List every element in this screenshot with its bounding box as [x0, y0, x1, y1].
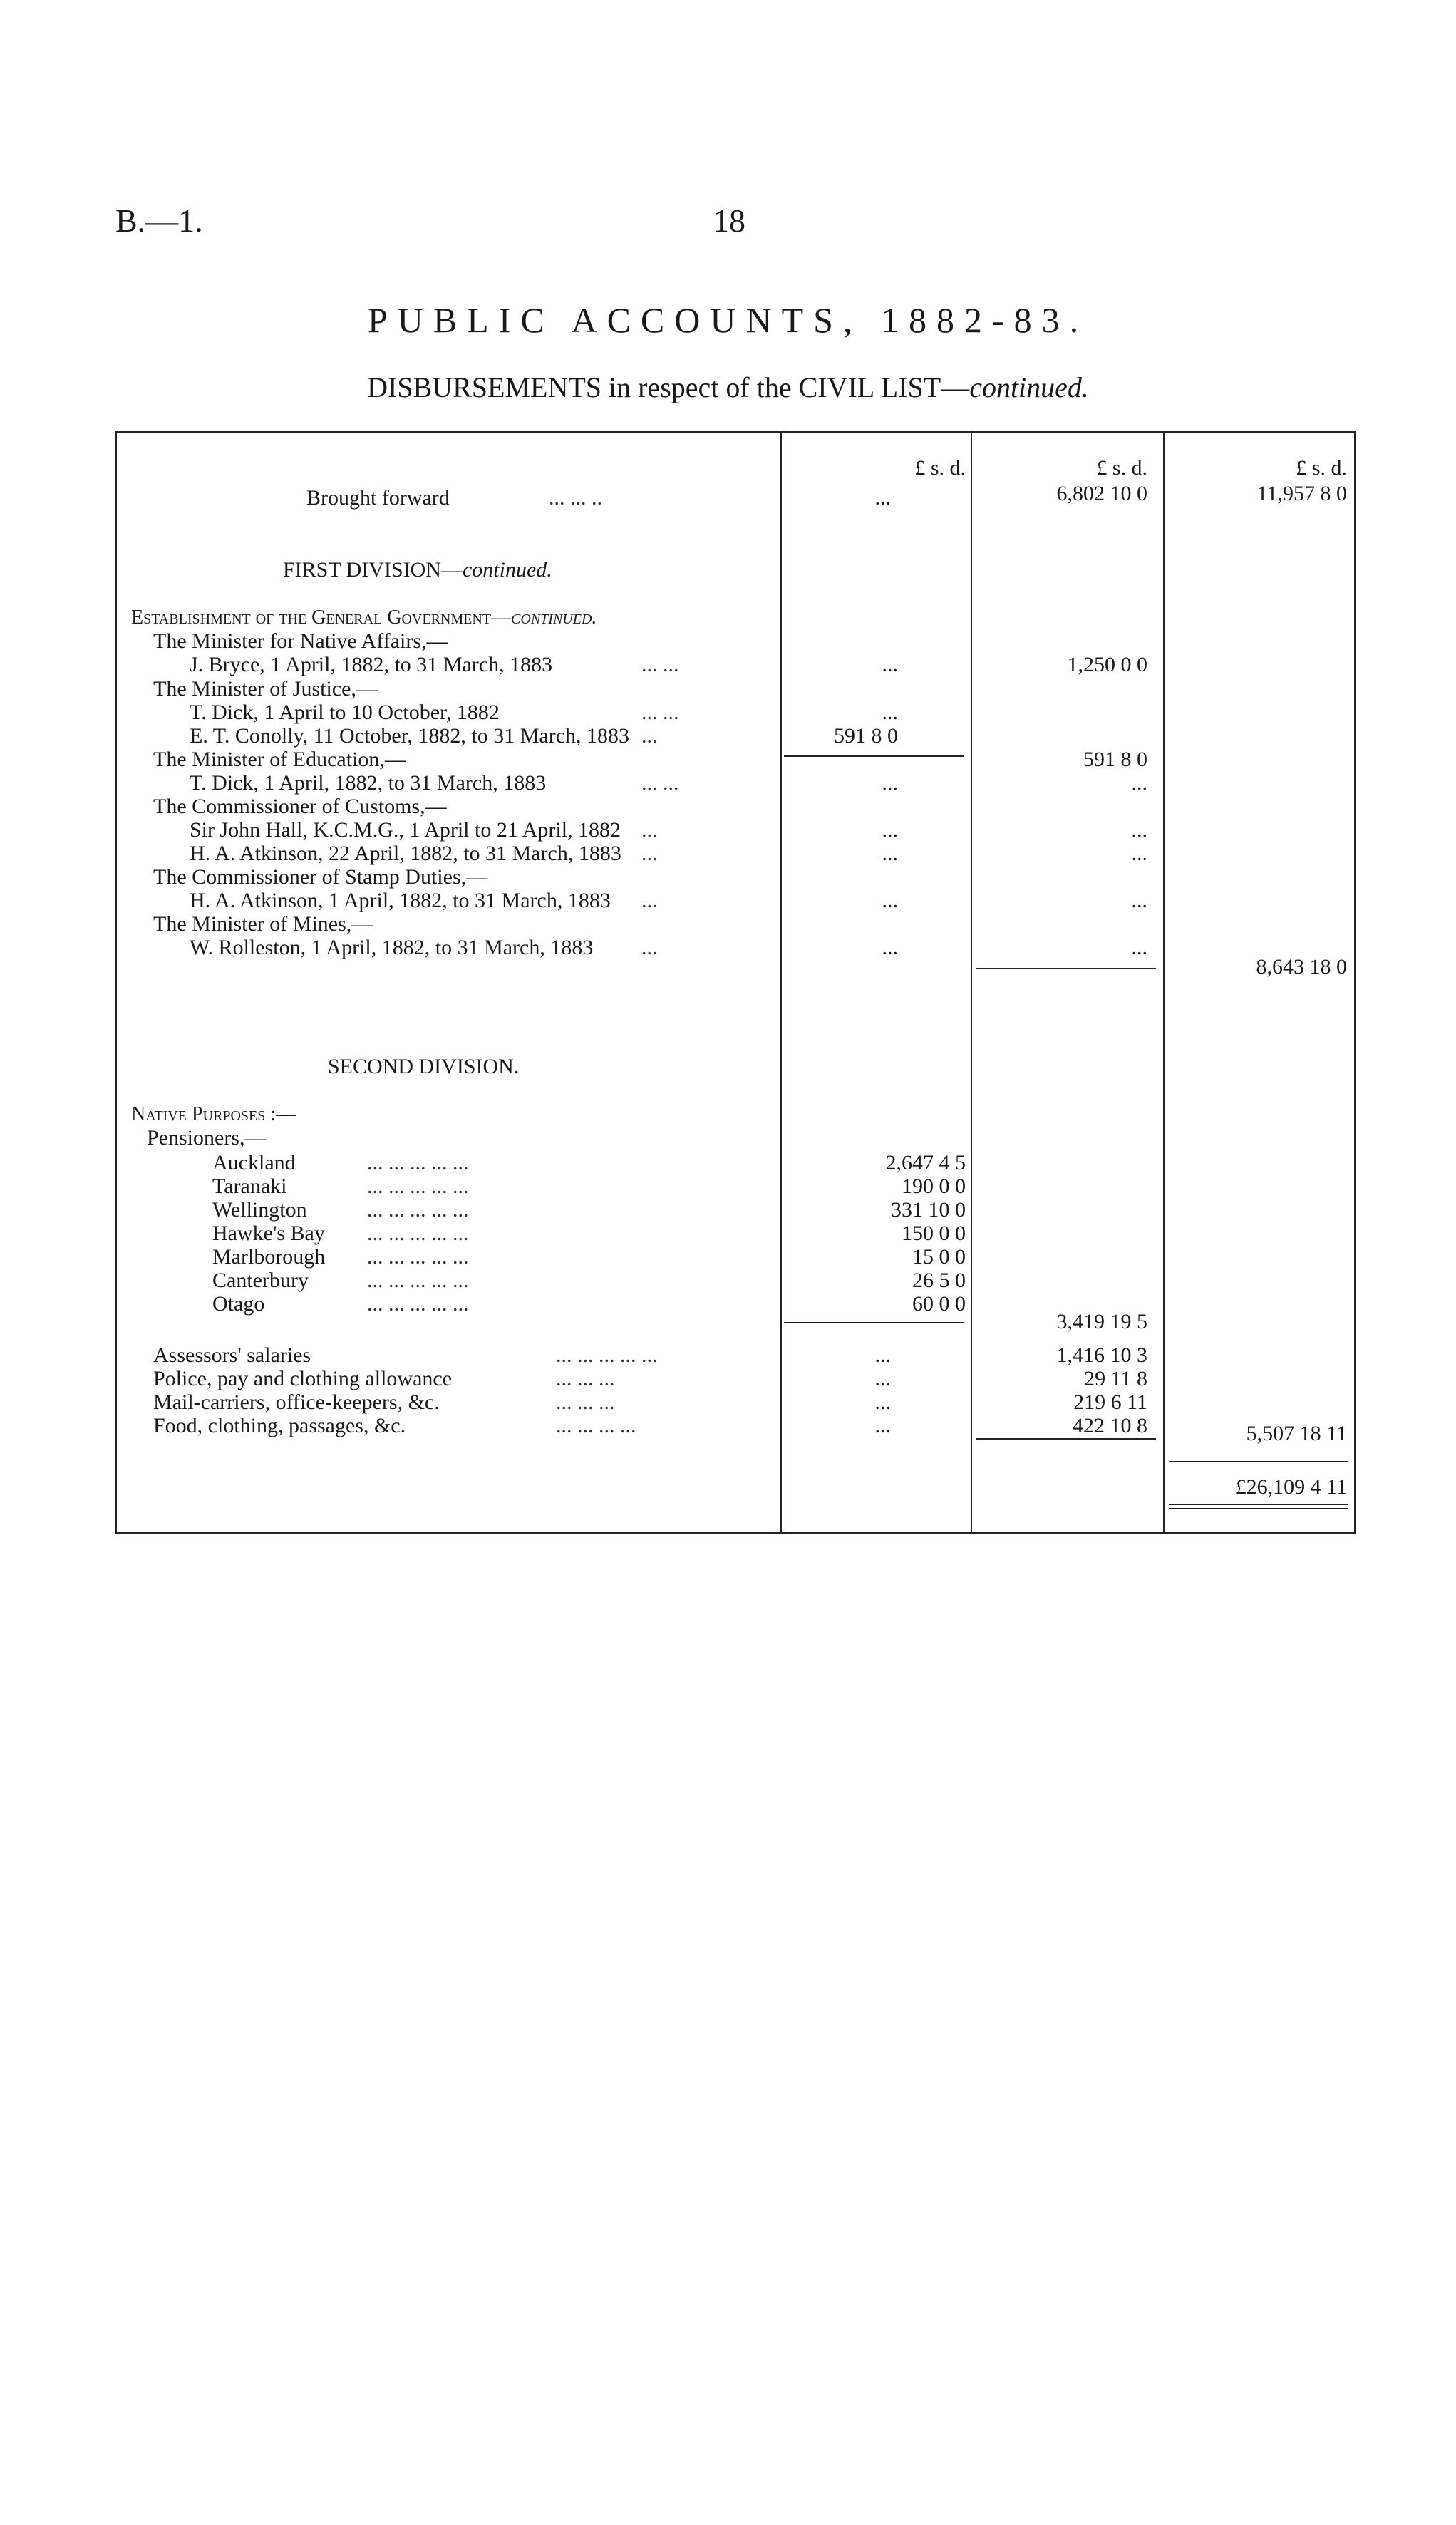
row-leader: ...: [641, 889, 658, 912]
row-label: W. Rolleston, 1 April, 1882, to 31 March, 1883: [190, 936, 594, 959]
other-row-label: Police, pay and clothing allowance: [153, 1367, 453, 1390]
first-division-total: 8,643 18 0: [1256, 955, 1347, 978]
pension-row-leader: ... ... ... ... ...: [367, 1269, 469, 1292]
row-col1-amount: ...: [882, 771, 898, 795]
row-col1-amount: ...: [882, 936, 898, 959]
brought-forward-col3: 11,957 8 0: [1256, 482, 1347, 505]
row-label: H. A. Atkinson, 22 April, 1882, to 31 March, 1883: [190, 842, 621, 865]
pension-row-amount: 331 10 0: [891, 1198, 966, 1222]
other-row-col1: ...: [874, 1367, 891, 1390]
document-reference: B.—1.: [115, 202, 203, 239]
row-label: E. T. Conolly, 11 October, 1882, to 31 March, 1883: [190, 724, 630, 748]
pension-row-leader: ... ... ... ... ...: [367, 1292, 469, 1316]
other-row-leader: ... ... ... ... ...: [556, 1343, 658, 1367]
col2-header: £ s. d.: [1096, 456, 1147, 480]
page-number: 18: [713, 202, 745, 239]
pension-row-leader: ... ... ... ... ...: [367, 1245, 469, 1269]
pension-row-label: Taranaki: [212, 1174, 287, 1198]
row-col2-amount: 591 8 0: [1083, 748, 1147, 771]
row-label: J. Bryce, 1 April, 1882, to 31 March, 1883: [190, 653, 553, 676]
pension-row-amount: 26 5 0: [912, 1269, 966, 1292]
row-leader: ...: [641, 842, 658, 865]
row-label: The Commissioner of Customs,—: [153, 795, 447, 818]
row-col1-amount: ...: [882, 818, 898, 842]
pension-row-leader: ... ... ... ... ...: [367, 1198, 469, 1222]
pension-row-label: Wellington: [212, 1198, 307, 1222]
grand-total: £26,109 4 11: [1235, 1475, 1347, 1499]
pensioners-heading: Pensioners,—: [147, 1126, 267, 1150]
row-col2-amount: ...: [1131, 818, 1147, 842]
col3-header: £ s. d.: [1296, 456, 1347, 480]
row-leader: ... ...: [641, 771, 679, 795]
page-subtitle: [0, 371, 1456, 404]
row-col1-amount: ...: [882, 889, 898, 912]
establishment-heading: [131, 606, 597, 629]
row-leader: ...: [641, 724, 658, 748]
row-col1-amount: 591 8 0: [834, 724, 898, 748]
pension-row-amount: 60 0 0: [912, 1292, 966, 1316]
row-col1-amount: ...: [882, 842, 898, 865]
other-row-leader: ... ... ...: [556, 1367, 615, 1390]
row-col2-amount: 1,250 0 0: [1067, 653, 1147, 676]
row-col1-amount: ...: [882, 701, 898, 724]
row-label: Sir John Hall, K.C.M.G., 1 April to 21 April, 1882: [190, 818, 621, 842]
row-label: The Minister of Justice,—: [153, 677, 378, 701]
row-col2-amount: ...: [1131, 936, 1147, 959]
row-label: The Commissioner of Stamp Duties,—: [153, 865, 488, 889]
other-row-col2: 219 6 11: [1073, 1390, 1147, 1414]
pension-row-amount: 2,647 4 5: [885, 1151, 966, 1174]
subtitle-main: DISBURSEMENTS in respect of the CIVIL LIST—: [367, 371, 970, 403]
other-row-col1: ...: [874, 1390, 891, 1414]
other-row-col2: 29 11 8: [1084, 1367, 1147, 1390]
row-leader: ... ...: [641, 701, 679, 724]
brought-forward-col2: 6,802 10 0: [1056, 482, 1147, 505]
other-row-label: Assessors' salaries: [153, 1343, 311, 1367]
pension-row-amount: 190 0 0: [902, 1174, 966, 1198]
brought-forward-leader: ... ... ..: [549, 486, 602, 510]
row-col2-amount: ...: [1131, 771, 1147, 795]
row-col2-amount: ...: [1131, 889, 1147, 912]
row-label: T. Dick, 1 April to 10 October, 1882: [190, 701, 500, 724]
row-leader: ... ...: [641, 653, 679, 676]
pension-row-label: Hawke's Bay: [212, 1222, 325, 1245]
row-label: T. Dick, 1 April, 1882, to 31 March, 1883: [190, 771, 547, 795]
page-title: PUBLIC ACCOUNTS, 1882-83.: [367, 300, 1089, 340]
first-division-heading-cont: continued.: [462, 558, 552, 582]
pension-row-label: Auckland: [212, 1151, 296, 1174]
other-row-leader: ... ... ... ...: [556, 1414, 636, 1437]
row-col1-amount: ...: [882, 653, 898, 676]
other-row-col2: 1,416 10 3: [1056, 1343, 1147, 1367]
other-row-col1: ...: [874, 1343, 891, 1367]
establishment-heading-cont: continued.: [511, 606, 597, 629]
pension-row-label: Canterbury: [212, 1269, 309, 1292]
pension-row-leader: ... ... ... ... ...: [367, 1174, 469, 1198]
row-label: H. A. Atkinson, 1 April, 1882, to 31 March, 1883: [190, 889, 611, 912]
row-leader: ...: [641, 818, 658, 842]
other-row-label: Mail-carriers, office-keepers, &c.: [153, 1390, 440, 1414]
pension-total: 3,419 19 5: [1056, 1310, 1147, 1333]
first-division-heading-text: FIRST DIVISION—: [283, 558, 463, 582]
brought-forward-label: Brought forward: [306, 486, 450, 510]
second-division-total: 5,507 18 11: [1246, 1422, 1347, 1445]
col1-header: £ s. d.: [914, 456, 966, 480]
pension-row-leader: ... ... ... ... ...: [367, 1151, 469, 1174]
row-label: The Minister of Mines,—: [153, 912, 373, 936]
pension-row-leader: ... ... ... ... ...: [367, 1222, 469, 1245]
subtitle-continued: continued.: [969, 371, 1089, 403]
brought-forward-col1: ...: [874, 486, 891, 510]
other-row-col1: ...: [874, 1414, 891, 1437]
row-col2-amount: ...: [1131, 842, 1147, 865]
other-row-leader: ... ... ...: [556, 1390, 615, 1414]
first-division-heading: [283, 558, 552, 582]
pension-row-label: Marlborough: [212, 1245, 326, 1269]
pension-row-amount: 150 0 0: [902, 1222, 966, 1245]
pension-row-label: Otago: [212, 1292, 265, 1316]
row-label: The Minister of Education,—: [153, 748, 406, 771]
row-label: The Minister for Native Affairs,—: [153, 629, 448, 653]
native-purposes-heading: Native Purposes :—: [131, 1103, 296, 1125]
other-row-col2: 422 10 8: [1073, 1414, 1147, 1437]
establishment-heading-text: Establishment of the General Government—: [131, 606, 512, 629]
pension-row-amount: 15 0 0: [912, 1245, 966, 1269]
other-row-label: Food, clothing, passages, &c.: [153, 1414, 406, 1437]
second-division-heading: SECOND DIVISION.: [328, 1055, 520, 1078]
row-leader: ...: [641, 936, 658, 959]
